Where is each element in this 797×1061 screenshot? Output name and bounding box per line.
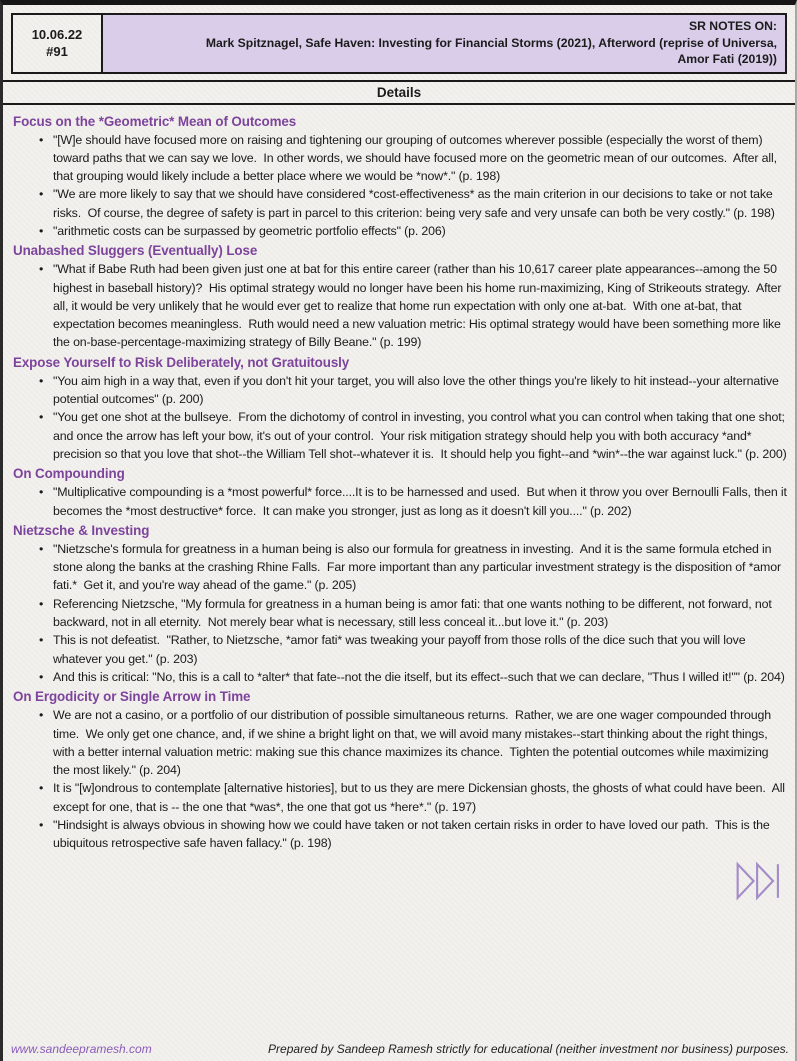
bullet-item: • "Nietzsche's formula for greatness in a human being is also our formula for greatness in investing. And it is the same formula etched in stone along the banks at the crashing Rhine Falls. Far more important than any particular investment strategy is the disposition of *amor fati.* Get it, and you're way ahead of the game." (p. 205) xyxy=(53,540,787,595)
title-cell xyxy=(103,15,785,72)
bullet-item: • "Multiplicative compounding is a *most powerful* force....It is to be harnessed and used. But when it throw you over Bernoulli Falls, then it becomes the *most destructive* force. It can make you stronger, just as long as it doesn't kill you...." (p. 202) xyxy=(53,483,787,520)
section-heading: Nietzsche & Investing xyxy=(13,522,150,538)
bullet-item: • And this is critical: "No, this is a call to *alter* that fate--not the die itself, but its effect--such that we can declare, "Thus I willed it!"" (p. 204) xyxy=(53,668,787,686)
skip-forward-icon[interactable] xyxy=(735,859,781,903)
section-heading: Focus on the *Geometric* Mean of Outcomes xyxy=(13,113,297,129)
section-heading: Unabashed Sluggers (Eventually) Lose xyxy=(13,243,258,259)
disclaimer-text: Prepared by Sandeep Ramesh strictly for educational (neither investment nor business) purposes. xyxy=(268,1042,789,1056)
header-table xyxy=(11,13,787,74)
page-footer xyxy=(3,1042,795,1061)
details-bar xyxy=(3,80,795,105)
bullet-item: • "arithmetic costs can be surpassed by geometric portfolio effects" (p. 206) xyxy=(53,222,787,240)
bullet-item: • "Hindsight is always obvious in showing how we could have taken or not taken certain risks in order to have loved our path. This is the ubiquitous retrospective safe haven fallacy." (p. 198) xyxy=(53,816,787,853)
bullet-list xyxy=(13,540,787,686)
bullet-list xyxy=(13,260,787,351)
note-title-line-2: Amor Fati (2019)) xyxy=(677,52,777,66)
section-on-compounding xyxy=(13,466,791,520)
bullet-item: • "[W]e should have focused more on raising and tightening our grouping of outcomes wherever possible (especially the worst of them) toward paths that we can say we love. In other words, we should have focused more on the geometric mean of our outcomes. After all, that grouping would likely include a better place where we would be *now*." (p. 198) xyxy=(53,131,787,186)
notes-label: SR NOTES ON: xyxy=(688,19,777,33)
note-date: 10.06.22 xyxy=(31,27,83,43)
bullet-item: • "You aim high in a way that, even if you don't hit your target, you will also love the other things you're likely to hit instead--your alternative potential outcomes" (p. 200) xyxy=(53,372,787,409)
bullet-list xyxy=(13,706,787,852)
note-title-line-1: Mark Spitznagel, Safe Haven: Investing for Financial Storms (2021), Afterword (reprise of Universa, xyxy=(205,35,777,50)
note-issue-number: #91 xyxy=(46,44,68,60)
section-sluggers-lose xyxy=(13,243,787,351)
section-heading: On Ergodicity or Single Arrow in Time xyxy=(13,689,251,705)
section-nietzsche-investing xyxy=(13,523,787,686)
details-label: Details xyxy=(376,84,422,100)
website-link[interactable]: www.sandeepramesh.com xyxy=(11,1042,152,1056)
bullet-list xyxy=(13,483,791,520)
bullet-item: • We are not a casino, or a portfolio of our distribution of possible simultaneous returns. Rather, we are one wager compounded through time. We only get one chance, and, if we shine a bright light on that, we will avoid many mistakes--start thinking about the right things, with a better internal valuation metric: making sue this chance maximizes its chance. Tighten the potential outcomes while maximizing the most likely." (p. 204) xyxy=(53,706,787,779)
bullet-item: • This is not defeatist. "Rather, to Nietzsche, *amor fati* was tweaking your payoff from those rolls of the dice such that you will love whatever you get." (p. 203) xyxy=(53,631,787,668)
date-issue-cell xyxy=(13,15,103,72)
bullet-item: • Referencing Nietzsche, "My formula for greatness in a human being is amor fati: that one wants nothing to be different, not forward, not backward, not in all eternity. Not merely bear what is necessary, still less conceal it...but love it." (p. 203) xyxy=(53,595,787,632)
notes-body xyxy=(3,105,795,855)
section-heading: On Compounding xyxy=(13,466,125,482)
section-ergodicity xyxy=(13,689,787,852)
page-navigation xyxy=(3,859,795,903)
bullet-list xyxy=(13,131,787,241)
bullet-item: • "We are more likely to say that we should have considered *cost-effectiveness* as the main criterion in our decisions to take or not take risks. Of course, the degree of safety is part in parcel to this criterion: being very safe and very unsafe can both be very costly." (p. 198) xyxy=(53,185,787,222)
bullet-item: • It is "[w]ondrous to contemplate [alternative histories], but to us they are mere Dickensian ghosts, the ghosts of what could have been. All except for one, that is -- the one that *was*, the one that got us *here*." (p. 197) xyxy=(53,779,787,816)
section-geometric-mean xyxy=(13,114,787,241)
bullet-item: • "What if Babe Ruth had been given just one at bat for this entire career (rather than his 10,617 career plate appearances--among the 50 highest in baseball history)? His optimal strategy would no longer have been his home run-maximizing, King of Strikeouts strategy. After all, it would be very unlikely that he would ever get to realize that home run expectation with only one at-bat. With one at-bat, that expectation becomes meaningless. Ruth would need a new valuation metric: His optimal strategy would have been something more like the on-base-percentage-maximizing strategy of Billy Beane." (p. 199) xyxy=(53,260,787,351)
bullet-item: • "You get one shot at the bullseye. From the dichotomy of control in investing, you control what you can control when taking that one shot; and once the arrow has left your bow, it's out of your control. Your risk mitigation strategy should help you with both accuracy *and* precision so that you love that shot--the William Tell shot--whatever it is. It should help you fight--and *win*--the war against luck." (p. 200) xyxy=(53,408,787,463)
bullet-list xyxy=(13,372,787,463)
section-risk-deliberately xyxy=(13,355,787,463)
section-heading: Expose Yourself to Risk Deliberately, not Gratuitously xyxy=(13,354,350,370)
